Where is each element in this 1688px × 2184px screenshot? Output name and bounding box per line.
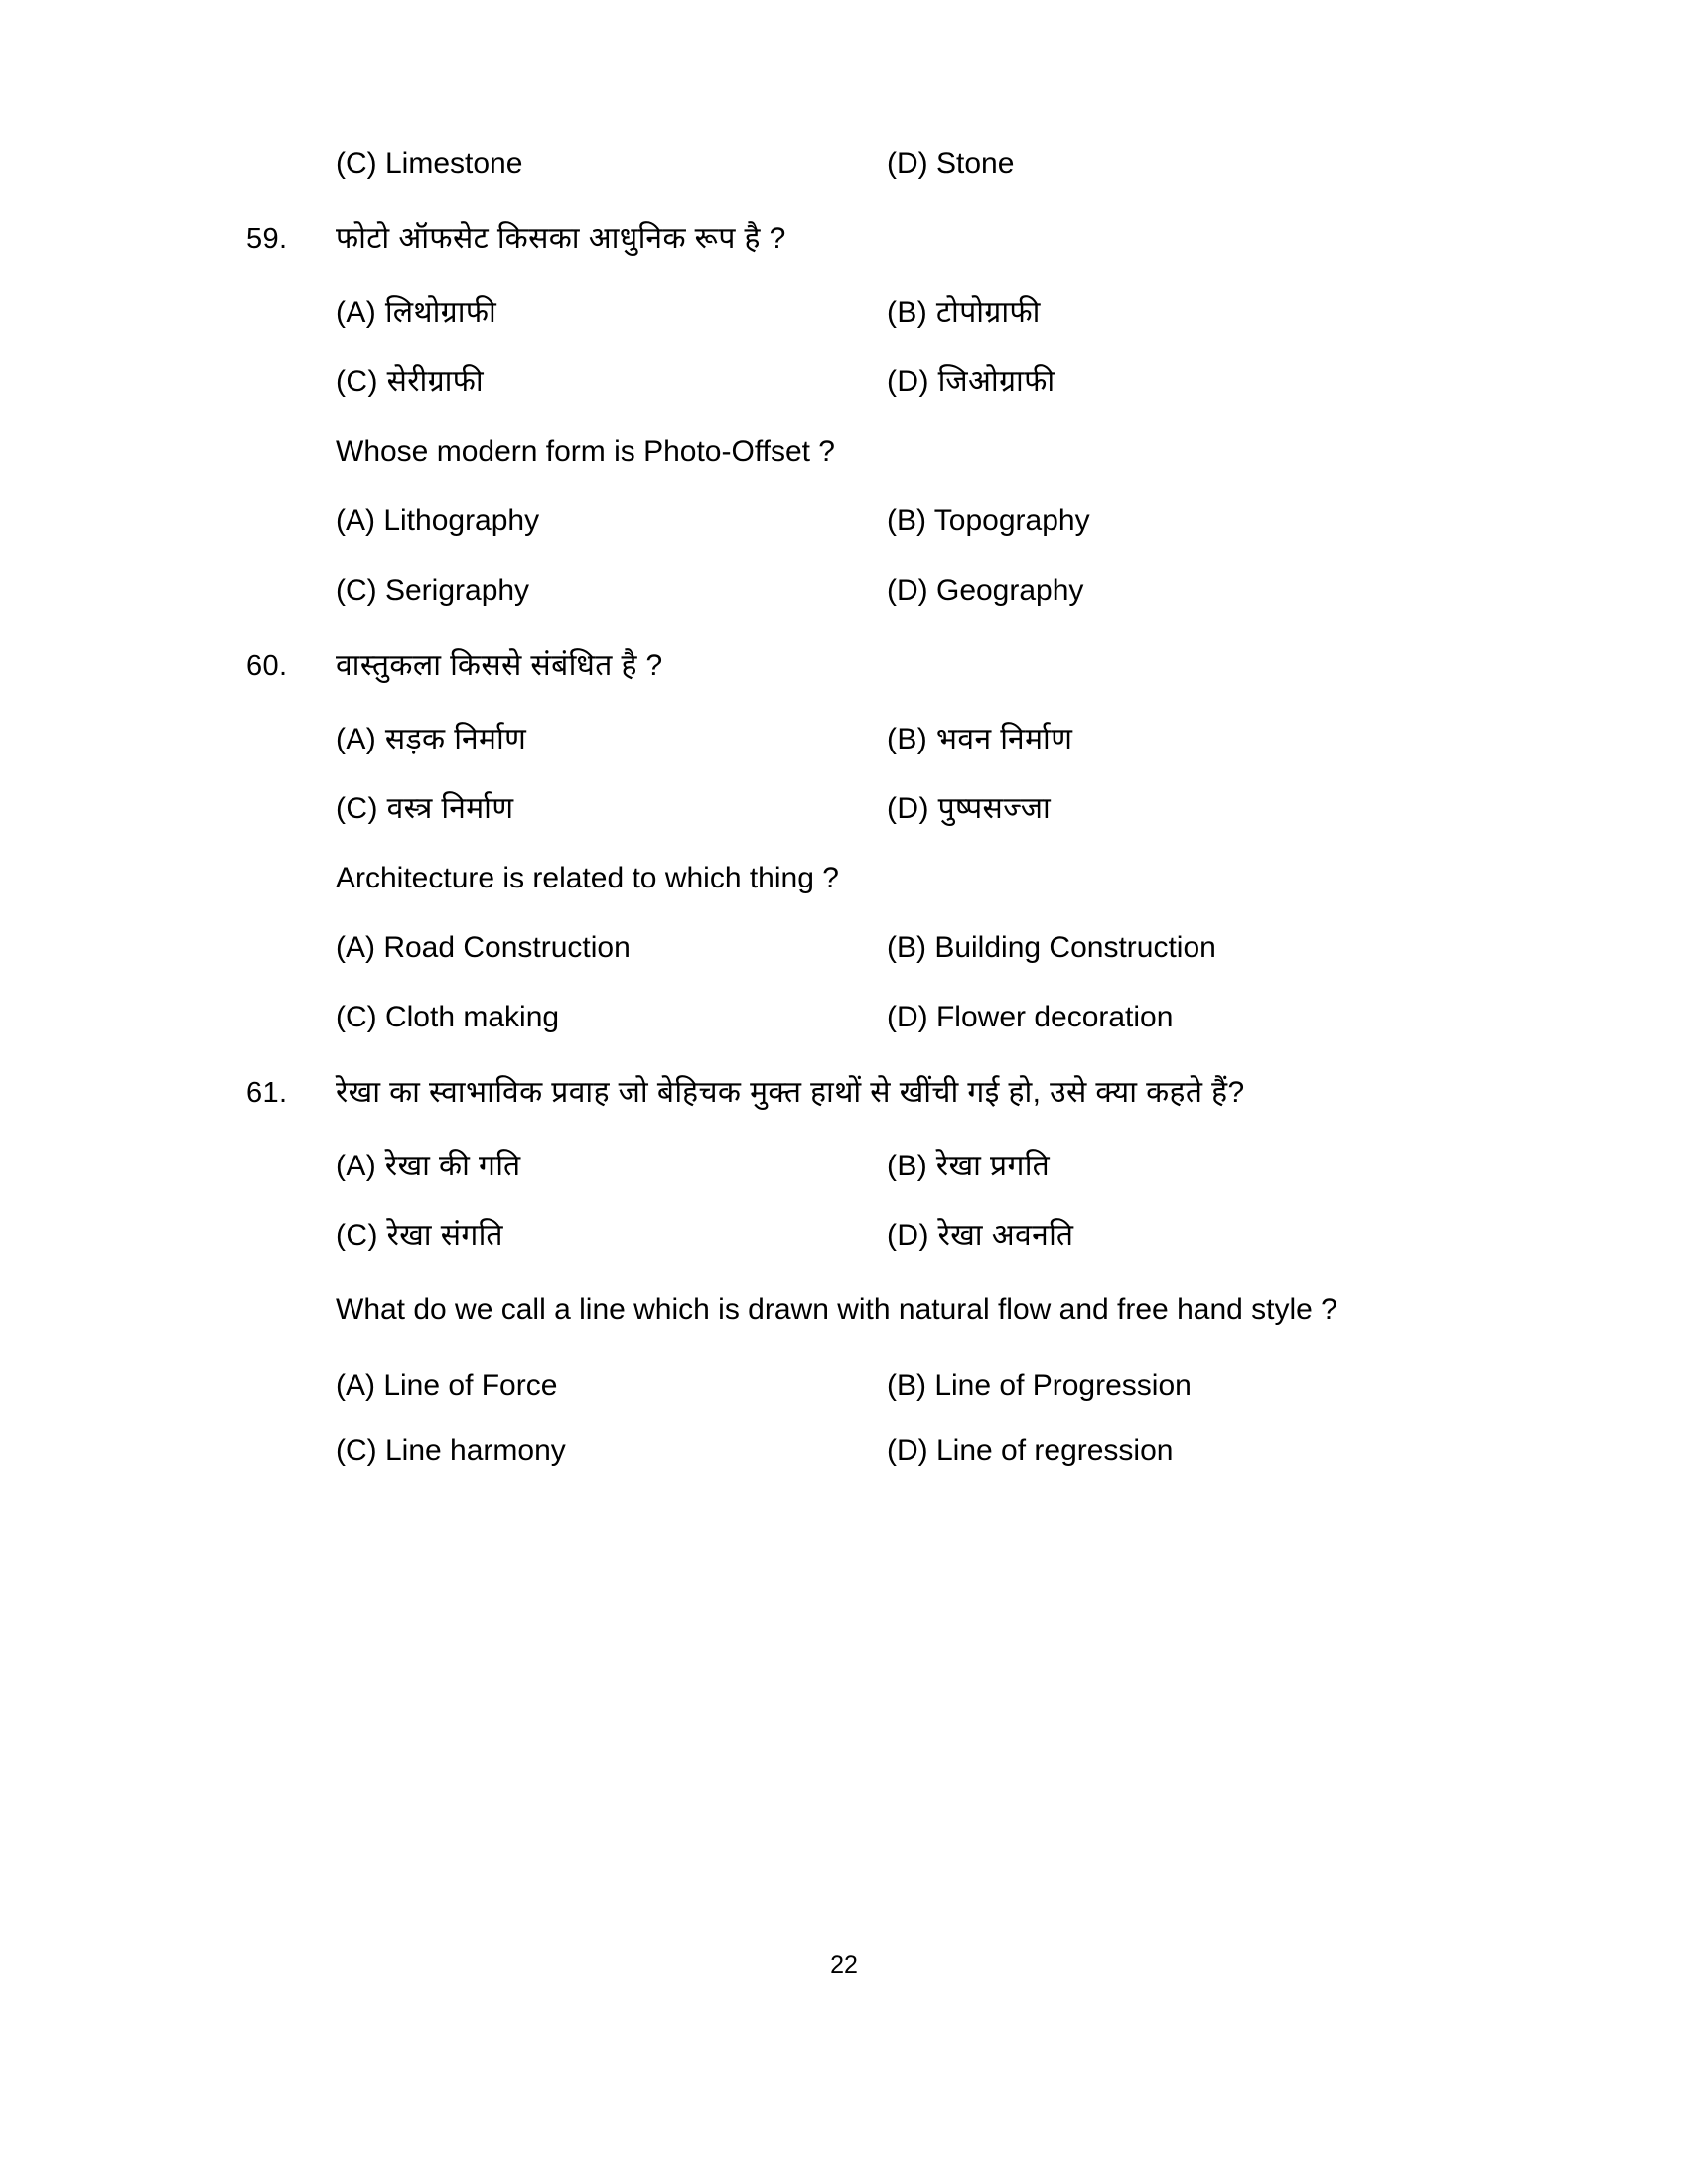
question-59-number: 59.: [246, 223, 288, 255]
question-61-hindi-option-a: (A) रेखा की गति: [336, 1150, 521, 1182]
question-60-hindi-option-b: (B) भवन निर्माण: [887, 723, 1073, 755]
question-61-hindi-options-row-2: [0, 1221, 1688, 1251]
question-61-english-stem: What do we call a line which is drawn with natural flow and free hand style ?: [336, 1294, 1337, 1326]
question-59-hindi-stem: फोटो ऑफसेट किसका आधुनिक रूप है ?: [336, 222, 786, 255]
question-59-hindi-options-row-1: [0, 298, 1688, 328]
question-60-english-option-c: (C) Cloth making: [336, 1001, 560, 1033]
question-61-english-options-row-2: [0, 1433, 1688, 1467]
question-61-hindi-stem: रेखा का स्वाभाविक प्रवाह जो बेहिचक मुक्त हाथों से खींची गई हो, उसे क्या कहते हैं?: [336, 1076, 1245, 1109]
question-60-english-option-d: (D) Flower decoration: [887, 1001, 1174, 1033]
question-60-hindi-option-c: (C) वस्त्र निर्माण: [336, 792, 514, 825]
question-61-hindi-option-b: (B) रेखा प्रगति: [887, 1150, 1051, 1182]
question-60-english-option-a: (A) Road Construction: [336, 931, 631, 964]
question-60-hindi-option-a: (A) सड़क निर्माण: [336, 723, 527, 755]
question-61-english-options-row-1: [0, 1368, 1688, 1402]
question-61-english-option-a: (A) Line of Force: [336, 1368, 558, 1402]
question-61: [0, 1078, 1688, 1466]
question-61-english-option-d: (D) Line of regression: [887, 1433, 1174, 1467]
question-61-english-option-c: (C) Line harmony: [336, 1433, 566, 1467]
option-row-continued: [0, 149, 1688, 179]
question-59-hindi-options-row-2: [0, 367, 1688, 397]
question-60-hindi-stem: वास्तुकला किससे संबंधित है ?: [336, 649, 663, 682]
question-61-hindi-option-d: (D) रेखा अवनति: [887, 1219, 1074, 1252]
question-59-hindi-option-d: (D) जिओग्राफी: [887, 365, 1055, 398]
question-61-hindi-option-c: (C) रेखा संगति: [336, 1219, 503, 1252]
question-59-english-stem: Whose modern form is Photo-Offset ?: [336, 435, 835, 468]
question-60: [0, 651, 1688, 1032]
question-59-hindi-option-c: (C) सेरीग्राफी: [336, 365, 485, 398]
question-60-number: 60.: [246, 650, 288, 682]
question-61-hindi-options-row-1: [0, 1152, 1688, 1181]
question-61-english-option-b: (B) Line of Progression: [887, 1368, 1192, 1402]
question-60-hindi-options-row-2: [0, 794, 1688, 824]
question-59-hindi-option-b: (B) टोपोग्राफी: [887, 296, 1041, 329]
question-59-hindi-option-a: (A) लिथोग्राफी: [336, 296, 497, 329]
question-59-english-options-row-1: [0, 506, 1688, 536]
question-59-hindi-stem-row: [0, 224, 1688, 254]
option-c-previous: (C) Limestone: [336, 147, 523, 180]
option-d-previous: (D) Stone: [887, 147, 1015, 180]
question-60-hindi-option-d: (D) पुष्पसज्जा: [887, 792, 1052, 825]
question-60-english-stem: Architecture is related to which thing ?: [336, 862, 839, 894]
question-60-english-options-row-1: [0, 933, 1688, 963]
question-60-english-option-b: (B) Building Construction: [887, 931, 1216, 964]
question-59-english-option-a: (A) Lithography: [336, 504, 540, 537]
question-59-english-option-b: (B) Topography: [887, 504, 1090, 537]
page-number: 22: [830, 1951, 858, 1979]
question-59-english-options-row-2: [0, 576, 1688, 606]
question-60-hindi-options-row-1: [0, 725, 1688, 754]
question-59-english-option-d: (D) Geography: [887, 574, 1084, 607]
question-60-english-options-row-2: [0, 1003, 1688, 1032]
question-61-number: 61.: [246, 1077, 288, 1109]
question-59: [0, 224, 1688, 606]
question-61-hindi-stem-row: [0, 1078, 1688, 1108]
question-59-english-option-c: (C) Serigraphy: [336, 574, 530, 607]
question-60-hindi-stem-row: [0, 651, 1688, 681]
question-content: [0, 149, 1688, 1466]
